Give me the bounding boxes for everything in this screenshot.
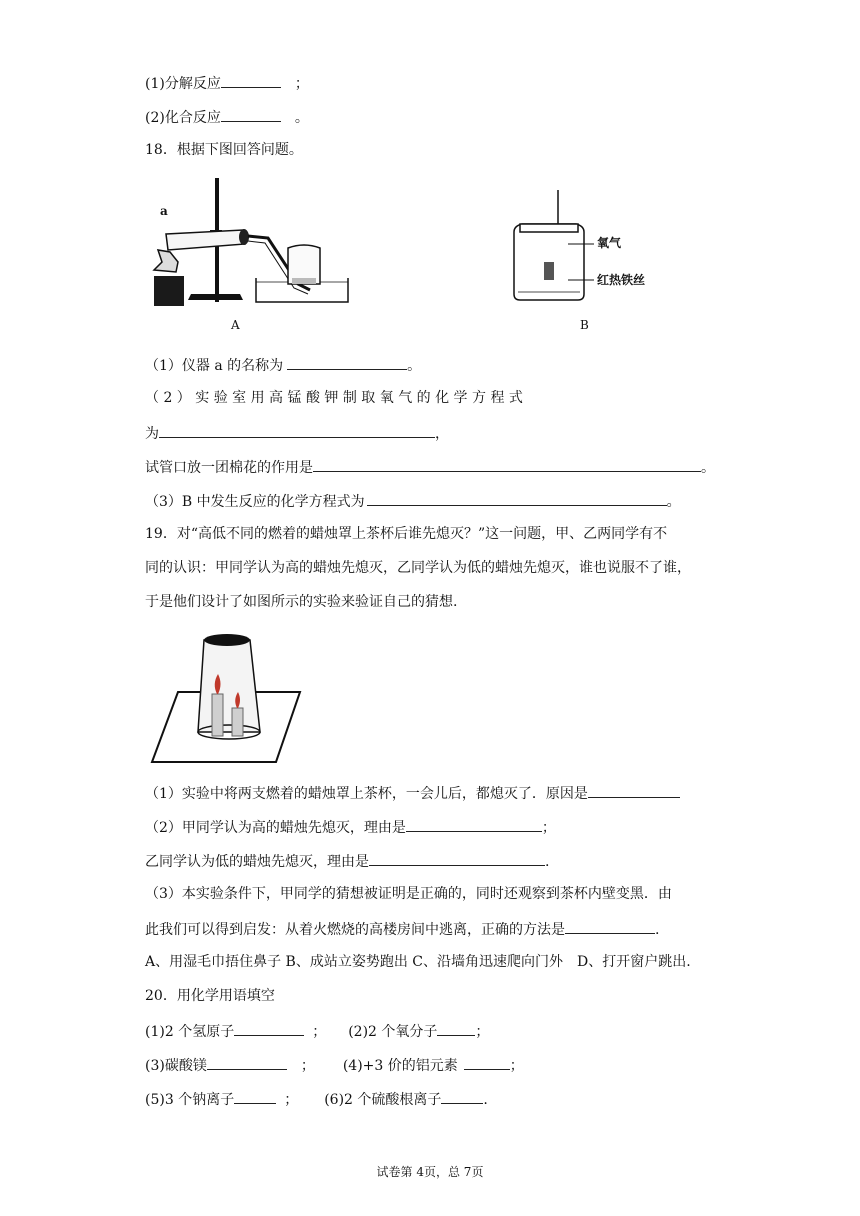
q18-part1 (145, 354, 421, 376)
q19-options: A、用湿毛巾捂住鼻子 B、成站立姿势跑出 C、沿墙角迅速爬向门外 D、打开窗户跳出. (145, 954, 691, 970)
q19-line1: 19．对“高低不同的燃着的蜡烛罩上茶杯后谁先熄灭？”这一问题，甲、乙两同学有不 (145, 526, 668, 542)
q17-part1-label: (1)分解反应 (145, 76, 221, 92)
q19-sub1 (145, 782, 680, 804)
answer-blank[interactable] (234, 1088, 276, 1104)
q20-item2: (2)2 个氧分子 (348, 1024, 438, 1040)
q19-line3: 于是他们设计了如图所示的实验来验证自己的猜想. (145, 594, 458, 610)
answer-blank[interactable] (441, 1088, 483, 1104)
punct: ； (294, 76, 309, 92)
punct: ； (300, 1058, 315, 1074)
q20-row2 (145, 1054, 524, 1076)
answer-blank[interactable] (159, 422, 435, 438)
q19-sub2b (145, 850, 549, 872)
punct: . (483, 1092, 488, 1108)
q18-part2-line3 (145, 456, 715, 478)
fig-a-letter: a (160, 204, 168, 218)
q20-row3 (145, 1088, 488, 1110)
answer-blank[interactable] (234, 1020, 304, 1036)
answer-blank[interactable] (221, 106, 281, 122)
punct: ； (509, 1058, 524, 1074)
punct: 。 (666, 494, 681, 510)
q19-sub1-label: （1）实验中将两支燃着的蜡烛罩上茶杯，一会儿后，都熄灭了．原因是 (145, 786, 588, 802)
q18-figure (148, 172, 648, 342)
answer-blank[interactable] (221, 72, 281, 88)
punct: ， (435, 426, 449, 442)
answer-blank[interactable] (406, 816, 542, 832)
q20-item6: (6)2 个硫酸根离子 (324, 1092, 442, 1108)
q18-part1-label: （1）仪器 a 的名称为 (145, 358, 284, 374)
page-footer: 试卷第 4页，总 7页 (376, 1165, 484, 1179)
answer-blank[interactable] (287, 354, 407, 370)
fig-b-label-wire: 红热铁丝 (597, 273, 646, 287)
q18-part2-line3-label: 试管口放一团棉花的作用是 (145, 460, 313, 476)
answer-blank[interactable] (313, 456, 701, 472)
punct: ； (475, 1024, 490, 1040)
punct: . (545, 854, 550, 870)
punct: . (655, 922, 660, 938)
q17-part2-label: (2)化合反应 (145, 110, 221, 126)
q17-part1 (145, 72, 309, 94)
q19-sub2-label: （2）甲同学认为高的蜡烛先熄灭，理由是 (145, 820, 406, 836)
q18-part2: （ 2 ） 实 验 室 用 高 锰 酸 钾 制 取 氧 气 的 化 学 方 程 式 (145, 390, 523, 406)
apparatus-b (514, 190, 594, 300)
q18-title: 18．根据下图回答问题。 (145, 142, 303, 158)
q19-sub3: （3）本实验条件下，甲同学的猜想被证明是正确的，同时还观察到茶杯内壁变黑．由 (145, 886, 672, 902)
q19-candle-figure (148, 628, 304, 766)
fig-a-caption: A (231, 318, 240, 332)
apparatus-a (154, 178, 348, 306)
answer-blank[interactable] (565, 918, 655, 934)
answer-blank[interactable] (437, 1020, 475, 1036)
answer-blank[interactable] (464, 1054, 510, 1070)
answer-blank[interactable] (367, 490, 667, 506)
q18-part2-line2 (145, 422, 449, 444)
q20-item3: (3)碳酸镁 (145, 1058, 207, 1074)
q18-part3-label: （3）B 中发生反应的化学方程式为 (145, 494, 365, 510)
punct: ； (312, 1024, 327, 1040)
q19-sub3b-label: 此我们可以得到启发：从着火燃烧的高楼房间中逃离，正确的方法是 (145, 922, 565, 938)
q17-part2 (145, 106, 309, 128)
q18-part2-line2-label: 为 (145, 426, 159, 442)
fig-b-label-gas: 氧气 (597, 236, 622, 250)
answer-blank[interactable] (588, 782, 680, 798)
q20-row1 (145, 1020, 489, 1042)
q19-sub2b-label: 乙同学认为低的蜡烛先熄灭，理由是 (145, 854, 369, 870)
q19-line2: 同的认识：甲同学认为高的蜡烛先熄灭，乙同学认为低的蜡烛先熄灭，谁也说服不了谁， (145, 560, 691, 576)
punct: ； (541, 820, 556, 836)
punct: ； (284, 1092, 299, 1108)
q20-item4: (4)+3 价的铝元素 (342, 1058, 458, 1074)
answer-blank[interactable] (369, 850, 545, 866)
q20-item1: (1)2 个氢原子 (145, 1024, 235, 1040)
q20-title: 20．用化学用语填空 (145, 988, 275, 1004)
q18-part3 (145, 490, 681, 512)
q20-item5: (5)3 个钠离子 (145, 1092, 235, 1108)
punct: 。 (701, 460, 715, 476)
punct: 。 (294, 110, 309, 126)
q19-sub3b (145, 918, 659, 940)
punct: 。 (407, 358, 422, 374)
answer-blank[interactable] (207, 1054, 287, 1070)
q19-sub2 (145, 816, 556, 838)
fig-b-caption: B (580, 318, 589, 332)
